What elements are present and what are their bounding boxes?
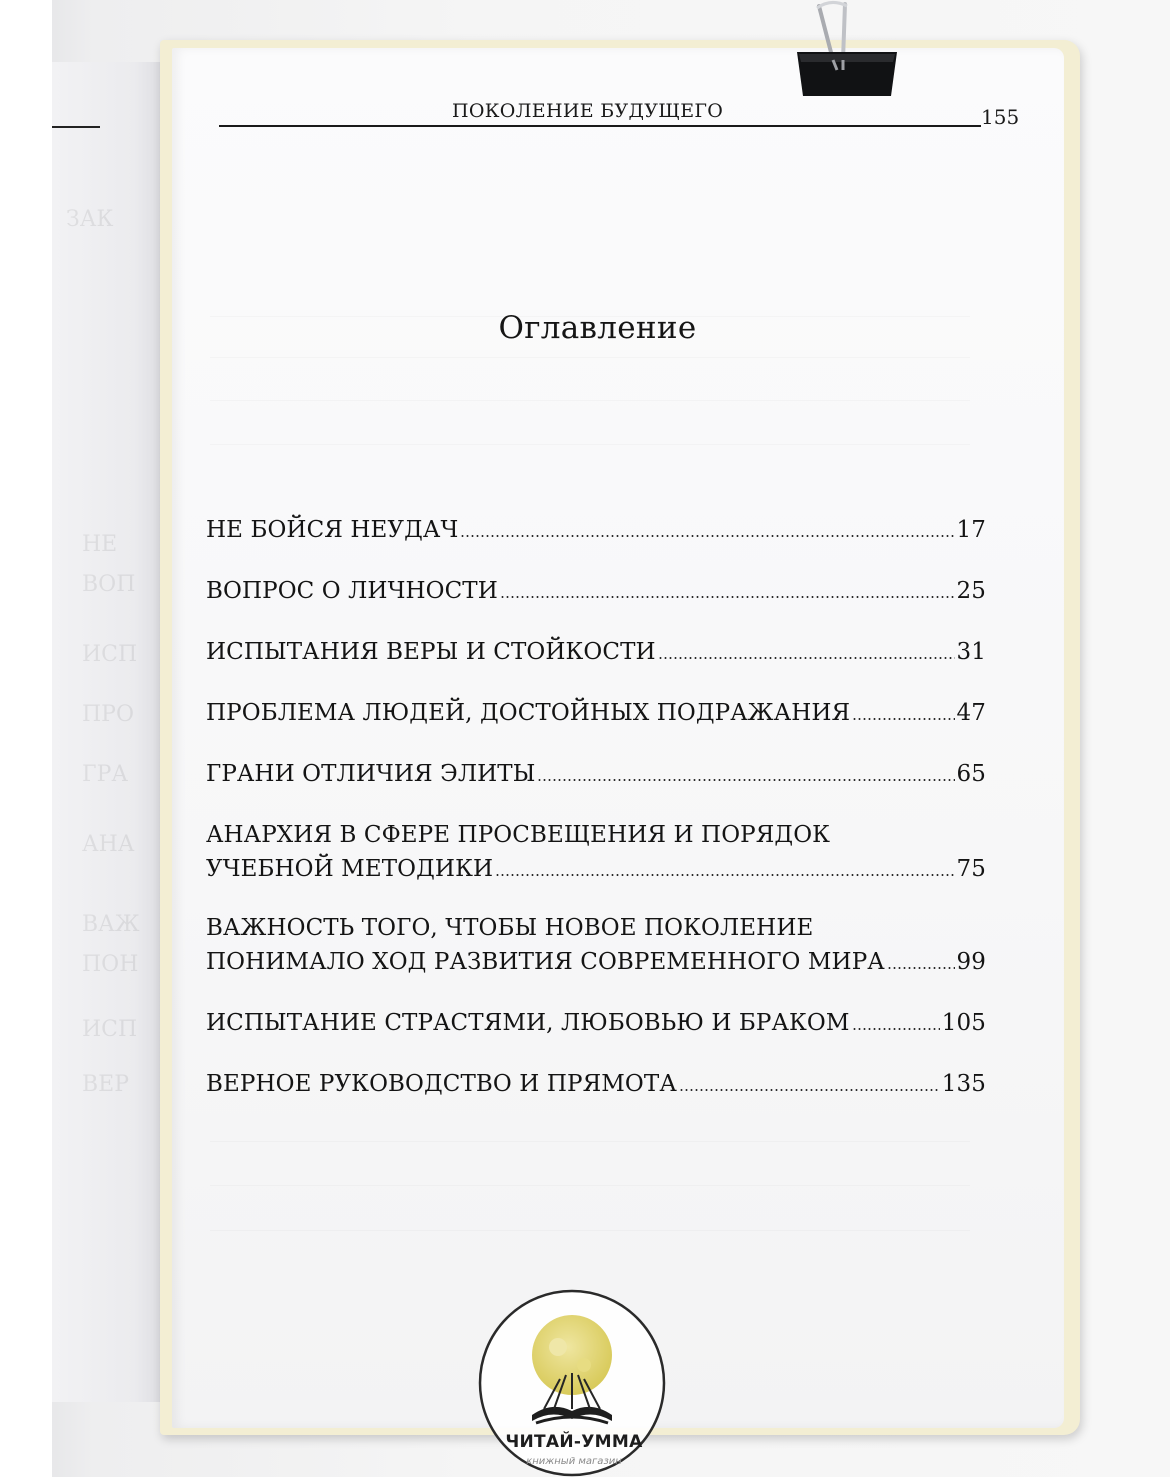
ghost-text: ИСП xyxy=(82,1017,138,1042)
dot-leader xyxy=(495,874,954,876)
page-number: 155 xyxy=(981,105,1020,129)
toc-line xyxy=(206,574,986,608)
ghost-text: ЗАК xyxy=(66,207,114,232)
ghost-text: ВЕР xyxy=(82,1072,130,1097)
toc-entry xyxy=(206,513,986,547)
dot-leader xyxy=(852,1028,940,1030)
running-header-title: ПОКОЛЕНИЕ БУДУЩЕГО xyxy=(452,100,724,122)
toc-line xyxy=(206,1006,986,1040)
toc-entry xyxy=(206,1067,986,1101)
dot-leader xyxy=(679,1089,940,1091)
toc-line xyxy=(206,818,986,852)
show-through-line xyxy=(210,357,970,358)
dot-leader xyxy=(460,535,954,537)
toc-entry-title: ПРОБЛЕМА ЛЮДЕЙ, ДОСТОЙНЫХ ПОДРАЖАНИЯ xyxy=(206,700,851,726)
toc-entry-page: 31 xyxy=(956,639,986,665)
toc-entry-title: ИСПЫТАНИЯ ВЕРЫ И СТОЙКОСТИ xyxy=(206,639,656,665)
show-through-line xyxy=(210,444,970,445)
header-rule xyxy=(219,125,981,127)
binder-clip-icon xyxy=(793,0,901,100)
ghost-text: АНА xyxy=(82,832,135,857)
book-page xyxy=(172,48,1064,1428)
previous-page xyxy=(52,62,170,1402)
previous-page-rule xyxy=(52,126,100,128)
toc-entry-title: ВЕРНОЕ РУКОВОДСТВО И ПРЯМОТА xyxy=(206,1071,677,1097)
toc-entry xyxy=(206,1006,986,1040)
toc-line xyxy=(206,1067,986,1101)
toc-entry-page: 17 xyxy=(956,517,986,543)
toc-entry-title: ВАЖНОСТЬ ТОГО, ЧТОБЫ НОВОЕ ПОКОЛЕНИЕ xyxy=(206,915,814,941)
toc-entry xyxy=(206,574,986,608)
ghost-text: НЕ xyxy=(82,532,118,557)
toc-line xyxy=(206,635,986,669)
ghost-text: ВАЖ xyxy=(82,912,140,937)
toc-entry-page: 105 xyxy=(941,1010,986,1036)
toc-entry-title: ИСПЫТАНИЕ СТРАСТЯМИ, ЛЮБОВЬЮ И БРАКОМ xyxy=(206,1010,850,1036)
dot-leader xyxy=(852,718,954,720)
toc-line xyxy=(206,852,986,886)
store-logo-subtitle: книжный магазин xyxy=(526,1456,622,1467)
show-through-line xyxy=(210,1230,970,1231)
toc-entry xyxy=(206,757,986,791)
toc-entry-title: ГРАНИ ОТЛИЧИЯ ЭЛИТЫ xyxy=(206,761,536,787)
show-through-line xyxy=(210,400,970,401)
toc-line xyxy=(206,911,986,945)
toc-entry xyxy=(206,818,986,886)
toc-line xyxy=(206,696,986,730)
dot-leader xyxy=(500,596,955,598)
toc-entry-title: АНАРХИЯ В СФЕРЕ ПРОСВЕЩЕНИЯ И ПОРЯДОК xyxy=(206,822,831,848)
show-through-line xyxy=(210,1185,970,1186)
toc-entry-title: ВОПРОС О ЛИЧНОСТИ xyxy=(206,578,498,604)
toc-entry-title-cont: ПОНИМАЛО ХОД РАЗВИТИЯ СОВРЕМЕННОГО МИРА xyxy=(206,949,885,975)
ghost-text: ПРО xyxy=(82,702,135,727)
ghost-text: ВОП xyxy=(82,572,136,597)
toc-line xyxy=(206,757,986,791)
dot-leader xyxy=(537,779,954,781)
toc-entry-page: 65 xyxy=(956,761,986,787)
dot-leader xyxy=(658,657,955,659)
ghost-text: ПОН xyxy=(82,952,139,977)
toc-entry-title-cont: УЧЕБНОЙ МЕТОДИКИ xyxy=(206,856,494,882)
toc-title: Оглавление xyxy=(498,310,697,346)
toc-line xyxy=(206,945,986,979)
ghost-text: ИСП xyxy=(82,642,138,667)
toc-entry-title: НЕ БОЙСЯ НЕУДАЧ xyxy=(206,517,459,543)
toc-entry xyxy=(206,911,986,979)
toc-entry-page: 25 xyxy=(956,578,986,604)
left-margin xyxy=(0,0,52,1477)
show-through-line xyxy=(210,1141,970,1142)
toc-entry-page: 135 xyxy=(941,1071,986,1097)
toc-entry xyxy=(206,696,986,730)
toc-line xyxy=(206,513,986,547)
toc-entry-page: 47 xyxy=(956,700,986,726)
ghost-text: ГРА xyxy=(82,762,129,787)
toc-entry-page: 75 xyxy=(956,856,986,882)
toc-entry-page: 99 xyxy=(956,949,986,975)
store-logo-name: ЧИТАЙ-УММА xyxy=(505,1432,643,1452)
dot-leader xyxy=(887,967,955,969)
toc-entry xyxy=(206,635,986,669)
